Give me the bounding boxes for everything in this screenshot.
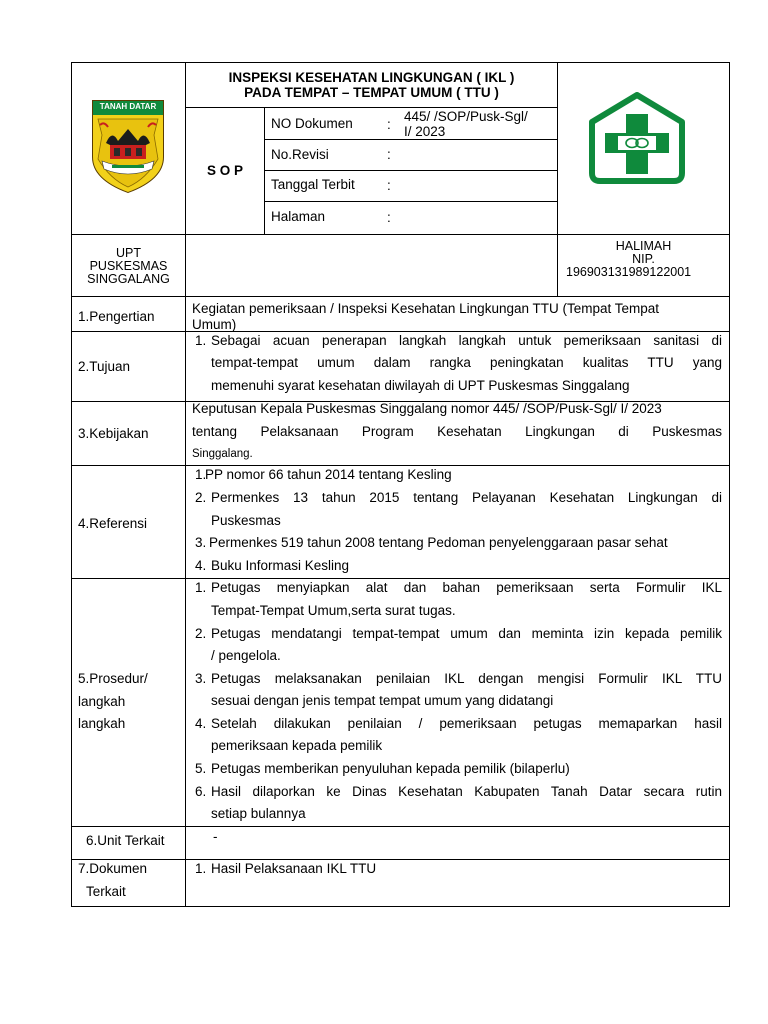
tujuan-text-line3: memenuhi syarat kesehatan diwilayah di UPT Puskesmas Singgalang	[211, 378, 630, 393]
prosedur-step-text: Petugas menyiapkan alat dan bahan pemeriksaan serta Formulir IKL	[211, 580, 722, 595]
section-label-dokumen-line2: Terkait	[86, 884, 126, 899]
section-label-pengertian: 1.Pengertian	[78, 309, 155, 324]
prosedur-step-text-line2: sesuai dengan jenis tempat tempat umum yang didatangi	[211, 693, 554, 708]
prosedur-step-number: 1.	[195, 580, 207, 595]
grid-line	[71, 826, 730, 827]
logo-caption: TANAH DATAR	[99, 102, 157, 111]
prosedur-step-text-line2: setiap bulannya	[211, 806, 306, 821]
field-label-tanggal-terbit: Tanggal Terbit	[271, 177, 355, 192]
kebijakan-text-line2: tentang Pelaksanaan Program Kesehatan Lingkungan di Puskesmas	[192, 424, 722, 439]
prosedur-step-text-line2: Tempat-Tempat Umum,serta surat tugas.	[211, 603, 456, 618]
signatory-nip: 196903131989122001	[566, 265, 692, 279]
section-label-kebijakan: 3.Kebijakan	[78, 426, 149, 441]
field-label-no-dokumen: NO Dokumen	[271, 116, 353, 131]
document-title-line1: INSPEKSI KESEHATAN LINGKUNGAN ( IKL )	[228, 70, 515, 85]
prosedur-step-number: 3.	[195, 671, 207, 686]
dokumen-terkait-number: 1.	[195, 861, 207, 876]
field-label-halaman: Halaman	[271, 209, 326, 224]
field-sep: :	[387, 117, 391, 132]
unit-terkait-value: -	[213, 829, 218, 844]
tanah-datar-logo	[90, 99, 166, 195]
org-name-line2: PUSKESMAS	[89, 259, 168, 273]
section-label-dokumen-line1: 7.Dokumen	[78, 861, 148, 876]
tujuan-text-line2: tempat-tempat umum dalam rangka peningkatan kualitas TTU yang	[211, 355, 722, 370]
referensi-item-text: Buku Informasi Kesling	[211, 558, 350, 573]
prosedur-step-text: Setelah dilakukan penilaian / pemeriksaan petugas memaparkan hasil	[211, 716, 722, 731]
kebijakan-text-line1: Keputusan Kepala Puskesmas Singgalang nomor 445/ /SOP/Pusk-Sgl/ I/ 2023	[192, 401, 662, 416]
referensi-item-text: Permenkes 13 tahun 2015 tentang Pelayanan Kesehatan Lingkungan di	[211, 490, 722, 505]
signatory-name: HALIMAH	[615, 239, 672, 253]
section-label-prosedur-line2: langkah	[78, 694, 126, 709]
section-label-prosedur-line3: langkah	[78, 716, 126, 731]
field-sep: :	[387, 178, 391, 193]
section-label-prosedur-line1: 5.Prosedur/	[78, 671, 148, 686]
dokumen-terkait-value: Hasil Pelaksanaan IKL TTU	[211, 861, 377, 876]
prosedur-step-text: Petugas mendatangi tempat-tempat umum dan meminta izin kepada pemilik	[211, 626, 722, 641]
prosedur-step-number: 6.	[195, 784, 207, 799]
referensi-item-number: 3.	[195, 535, 207, 550]
prosedur-step-text: Petugas melaksanakan penilaian IKL dengan mengisi Formulir IKL TTU	[211, 671, 722, 686]
sop-table-border	[71, 62, 730, 907]
org-name-line1: UPT	[116, 246, 141, 260]
section-label-referensi: 4.Referensi	[78, 516, 148, 531]
grid-line	[71, 859, 730, 860]
referensi-item-text: Permenkes 519 tahun 2008 tentang Pedoman penyelenggaraan pasar sehat	[209, 535, 668, 550]
prosedur-step-text-line2: / pengelola.	[211, 648, 281, 663]
grid-line	[71, 465, 730, 466]
grid-line	[185, 107, 557, 108]
prosedur-step-text-line2: pemeriksaan kepada pemilik	[211, 738, 383, 753]
field-value-no-dokumen-line2: I/ 2023	[404, 124, 446, 139]
section-label-tujuan: 2.Tujuan	[78, 359, 131, 374]
prosedur-step-text: Petugas memberikan penyuluhan kepada pemilik (bilaperlu)	[211, 761, 570, 776]
grid-line	[185, 62, 186, 907]
grid-line	[71, 331, 730, 332]
referensi-item-number: 1.	[195, 467, 207, 482]
prosedur-step-text: Hasil dilaporkan ke Dinas Kesehatan Kabupaten Tanah Datar secara rutin	[211, 784, 722, 799]
prosedur-step-number: 4.	[195, 716, 207, 731]
signatory-nip-label: NIP.	[632, 252, 655, 266]
referensi-item-text-line2: Puskesmas	[211, 513, 281, 528]
grid-line	[71, 296, 730, 297]
section-label-unit-terkait: 6.Unit Terkait	[86, 833, 165, 848]
grid-line	[71, 578, 730, 579]
kebijakan-text-line3: Singgalang.	[192, 448, 253, 460]
pengertian-text-line1: Kegiatan pemeriksaan / Inspeksi Kesehatan Lingkungan TTU (Tempat Tempat	[192, 301, 660, 316]
field-sep: :	[387, 147, 391, 162]
document-title-line2: PADA TEMPAT – TEMPAT UMUM ( TTU )	[244, 85, 499, 100]
field-value-no-dokumen: 445/ /SOP/Pusk-Sgl/	[404, 109, 528, 124]
referensi-item-number: 4.	[195, 558, 207, 573]
field-label-no-revisi: No.Revisi	[271, 147, 329, 162]
grid-line	[264, 201, 557, 202]
grid-line	[71, 234, 730, 235]
pengertian-text-line2: Umum)	[192, 317, 237, 332]
referensi-item-number: 2.	[195, 490, 207, 505]
grid-line	[264, 170, 557, 171]
tujuan-number: 1.	[195, 333, 207, 348]
field-sep: :	[387, 210, 391, 225]
referensi-item-text: PP nomor 66 tahun 2014 tentang Kesling	[205, 467, 452, 482]
prosedur-step-number: 5.	[195, 761, 207, 776]
org-name-line3: SINGGALANG	[87, 272, 170, 286]
puskesmas-logo-icon	[588, 92, 686, 184]
tujuan-text-line1: Sebagai acuan penerapan langkah langkah untuk pemeriksaan sanitasi di	[211, 333, 722, 348]
sop-label: S O P	[206, 163, 243, 178]
prosedur-step-number: 2.	[195, 626, 207, 641]
